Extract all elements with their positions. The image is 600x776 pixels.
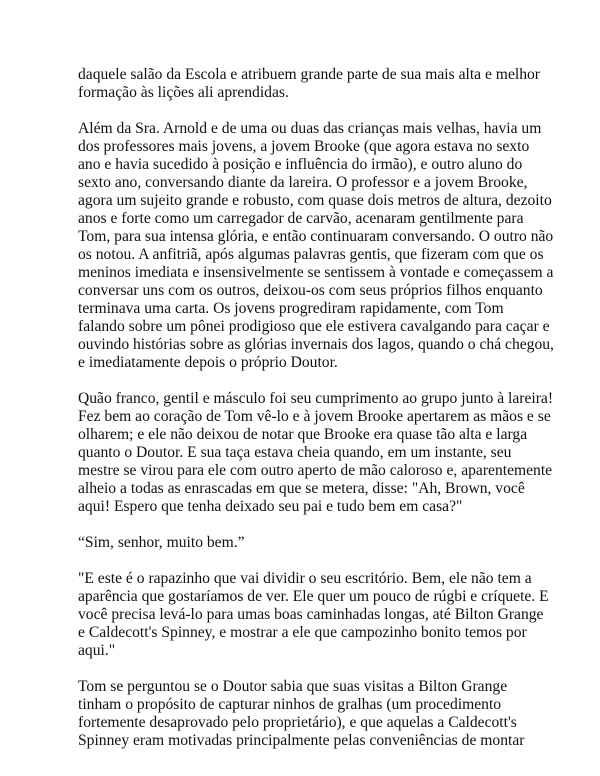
paragraph-6 bbox=[78, 678, 528, 750]
text-line: "E este é o rapazinho que vai dividir o seu escritório. Bem, ele não tem a bbox=[78, 570, 532, 587]
text-line: sexto ano, conversando diante da lareira. O professor e a jovem Brooke, bbox=[78, 174, 528, 191]
text-line: meninos imediata e insensivelmente se sentissem à vontade e começassem a bbox=[78, 264, 554, 281]
text-line: agora um sujeito grande e robusto, com quase dois metros de altura, dezoito bbox=[78, 192, 552, 209]
text-line: Tom, para sua intensa glória, e então continuaram conversando. O outro não bbox=[78, 228, 554, 245]
paragraph-5 bbox=[78, 570, 549, 660]
text-line: aparência que gostaríamos de ver. Ele quer um pouco de rúgbi e críquete. E bbox=[78, 588, 549, 605]
text-line: Quão franco, gentil e másculo foi seu cumprimento ao grupo junto à lareira! bbox=[78, 390, 554, 407]
text-line: Tom se perguntou se o Doutor sabia que suas visitas a Bilton Grange bbox=[78, 678, 508, 695]
text-line: terminava uma carta. Os jovens progrediram rapidamente, com Tom bbox=[78, 300, 504, 317]
text-line: você precisa levá-lo para umas boas caminhadas longas, até Bilton Grange bbox=[78, 606, 544, 623]
text-line: os notou. A anfitriã, após algumas palavras gentis, que fizeram com que os bbox=[78, 246, 544, 263]
text-line: daquele salão da Escola e atribuem grande parte de sua mais alta e melhor bbox=[78, 66, 540, 83]
text-line: Fez bem ao coração de Tom vê-lo e à jovem Brooke apertarem as mãos e se bbox=[78, 408, 551, 425]
text-line: Além da Sra. Arnold e de uma ou duas das crianças mais velhas, havia um bbox=[78, 120, 542, 137]
text-line: ouvindo histórias sobre as glórias invernais dos lagos, quando o chá chegou, bbox=[78, 336, 554, 353]
text-line: tinham o propósito de capturar ninhos de gralhas (um procedimento bbox=[78, 696, 502, 713]
text-line: formação às lições ali aprendidas. bbox=[78, 84, 289, 101]
text-line: Spinney eram motivadas principalmente pelas conveniências de montar bbox=[78, 732, 525, 749]
text-line: conversar uns com os outros, deixou-os com seus próprios filhos enquanto bbox=[78, 282, 543, 299]
text-line: aqui! Espero que tenha deixado seu pai e tudo bem em casa?" bbox=[78, 498, 463, 515]
text-line: alheio a todas as enrascadas em que se metera, disse: "Ah, Brown, você bbox=[78, 480, 525, 497]
text-line: ano e havia sucedido à posição e influência do irmão), e outro aluno do bbox=[78, 156, 523, 173]
document-page bbox=[78, 66, 554, 768]
text-line: fortemente desaprovado pelo proprietário), e que aquelas a Caldecott's bbox=[78, 714, 517, 731]
text-line: dos professores mais jovens, a jovem Brooke (que agora estava no sexto bbox=[78, 138, 530, 155]
text-line: quanto o Doutor. E sua taça estava cheia quando, em um instante, seu bbox=[78, 444, 512, 461]
paragraph-3 bbox=[78, 390, 554, 516]
text-line: anos e forte como um carregador de carvão, acenaram gentilmente para bbox=[78, 210, 524, 227]
text-line: e Caldecott's Spinney, e mostrar a ele que campozinho bonito temos por bbox=[78, 624, 527, 641]
text-line: aqui." bbox=[78, 642, 116, 659]
text-line: falando sobre um pônei prodigioso que ele estivera cavalgando para caçar e bbox=[78, 318, 550, 335]
text-line: e imediatamente depois o próprio Doutor. bbox=[78, 354, 338, 371]
paragraph-1 bbox=[78, 66, 540, 102]
paragraph-2 bbox=[78, 120, 554, 372]
text-line: mestre se virou para ele com outro aperto de mão caloroso e, aparentemente bbox=[78, 462, 553, 479]
text-line: olharem; e ele não deixou de notar que Brooke era quase tão alta e larga bbox=[78, 426, 528, 443]
paragraph-4 bbox=[78, 534, 528, 552]
text-line: “Sim, senhor, muito bem.” bbox=[78, 534, 245, 551]
